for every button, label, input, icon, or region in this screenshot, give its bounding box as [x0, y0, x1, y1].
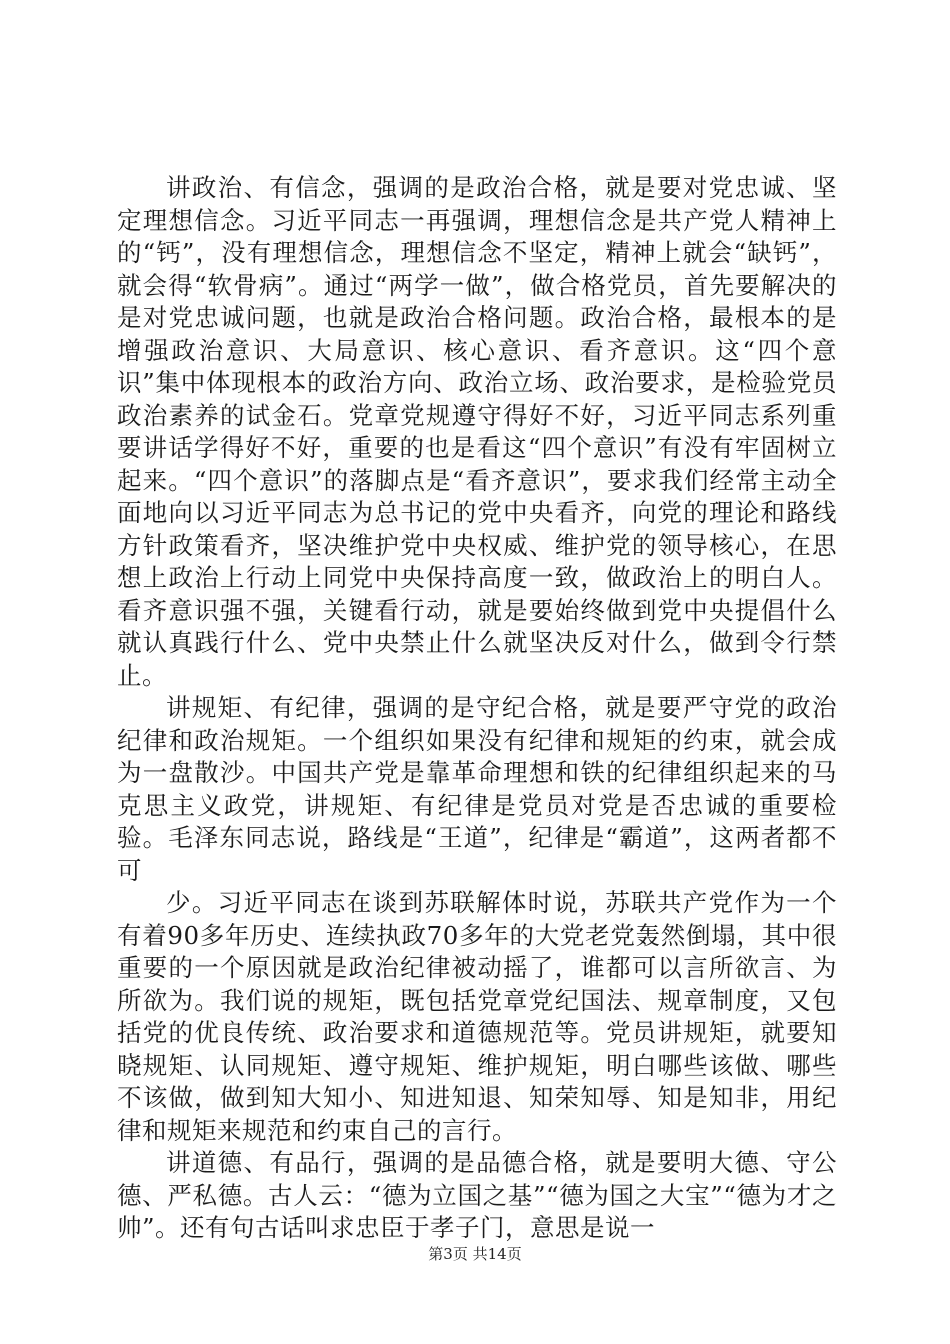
paragraph-discipline-qualification: 讲规矩、有纪律，强调的是守纪合格，就是要严守党的政治纪律和政治规矩。一个组织如果没有纪律和规矩的约束，就会成为一盘散沙。中国共产党是靠革命理想和铁的纪律组织起来的马克思主义政党，讲规矩、有纪律是党员对党是否忠诚的重要检验。毛泽东同志说，路线是“王道”，纪律是“霸道”，这两者都不可	[117, 693, 837, 885]
paragraph-moral-qualification: 讲道德、有品行，强调的是品德合格，就是要明大德、守公德、严私德。古人云：“德为立国之基”“德为国之大宝”“德为才之帅”。还有句古话叫求忠臣于孝子门，意思是说一	[117, 1148, 837, 1242]
paragraph-discipline-continued: 少。习近平同志在谈到苏联解体时说，苏联共产党作为一个有着90多年历史、连续执政70多年的大党老党轰然倒塌，其中很重要的一个原因就是政治纪律被动摇了，谁都可以言所欲言、为所欲为。我们说的规矩，既包括党章党纪国法、规章制度，又包括党的优良传统、政治要求和道德规范等。党员讲规矩，就要知晓规矩、认同规矩、遵守规矩、维护规矩，明白哪些该做、哪些不该做，做到知大知小、知进知退、知荣知辱、知是知非，用纪律和规矩来规范和约束自己的言行。	[117, 888, 837, 1145]
document-body	[117, 172, 837, 1245]
paragraph-political-qualification: 讲政治、有信念，强调的是政治合格，就是要对党忠诚、坚定理想信念。习近平同志一再强调，理想信念是共产党人精神上的“钙”，没有理想信念，理想信念不坚定，精神上就会“缺钙”，就会得“软骨病”。通过“两学一做”，做合格党员，首先要解决的是对党忠诚问题，也就是政治合格问题。政治合格，最根本的是增强政治意识、大局意识、核心意识、看齐意识。这“四个意识”集中体现根本的政治方向、政治立场、政治要求，是检验党员政治素养的试金石。党章党规遵守得好不好，习近平同志系列重要讲话学得好不好，重要的也是看这“四个意识”有没有牢固树立起来。“四个意识”的落脚点是“看齐意识”，要求我们经常主动全面地向以习近平同志为总书记的党中央看齐，向党的理论和路线方针政策看齐，坚决维护党中央权威、维护党的领导核心，在思想上政治上行动上同党中央保持高度一致，做政治上的明白人。看齐意识强不强，关键看行动，就是要始终做到党中央提倡什么就认真践行什么、党中央禁止什么就坚决反对什么，做到令行禁止。	[117, 173, 837, 690]
page-footer: 第3页 共14页	[428, 1245, 522, 1263]
